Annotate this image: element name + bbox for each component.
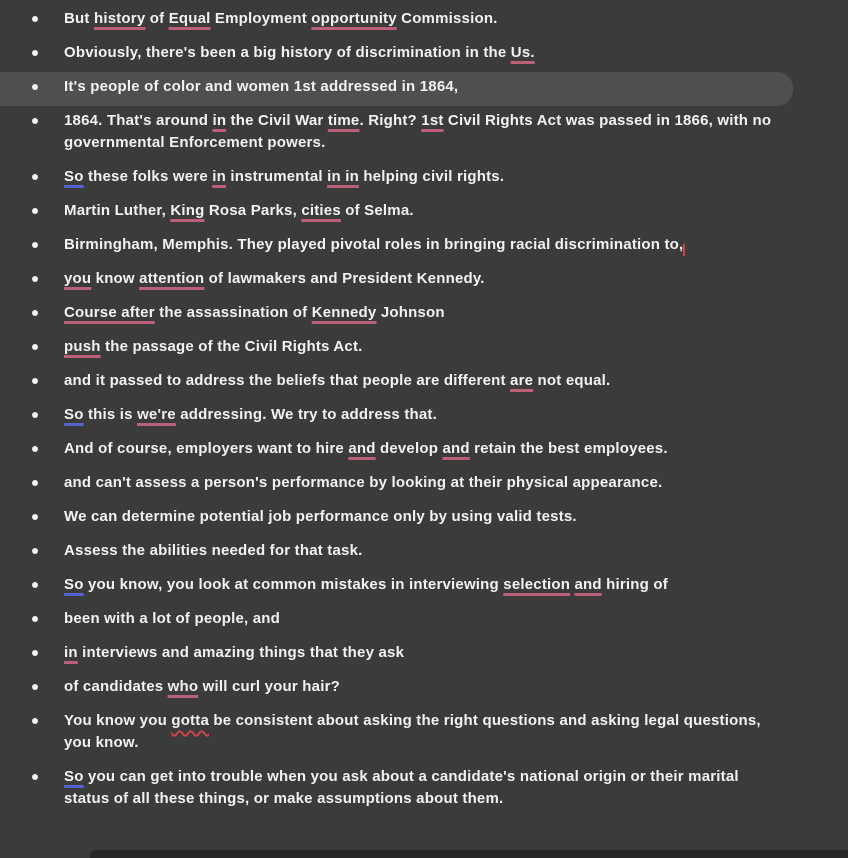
transcript-bullet[interactable] <box>0 400 848 434</box>
transcript-bullet[interactable] <box>0 366 848 400</box>
transcript-bullet[interactable] <box>0 196 848 230</box>
bullet-text: 1864. That's around in the Civil War time. Right? 1st Civil Rights Act was passed in 1866, with no governmental Enforcement powers. <box>64 112 772 151</box>
bullet-text: been with a lot of people, and <box>64 610 281 627</box>
bullet-text: So you can get into trouble when you ask about a candidate's national origin or their marital status of all these things, or make assumptions about them. <box>64 768 739 807</box>
transcript-bullet[interactable] <box>0 536 848 570</box>
transcript-bullet[interactable] <box>0 332 848 366</box>
bullet-text: It's people of color and women 1st addressed in 1864, <box>64 78 459 95</box>
bullet-text: So these folks were in instrumental in in helping civil rights. <box>64 168 505 185</box>
bullet-text: Birmingham, Memphis. They played pivotal roles in bringing racial discrimination to, <box>64 236 685 253</box>
bullet-icon <box>32 208 38 214</box>
transcript-bullet[interactable] <box>0 72 793 106</box>
bullet-icon <box>32 548 38 554</box>
bullet-text: Obviously, there's been a big history of discrimination in the Us. <box>64 44 535 61</box>
bullet-icon <box>32 276 38 282</box>
bullet-icon <box>32 242 38 248</box>
transcript-bullet[interactable] <box>0 672 848 706</box>
bullet-icon <box>32 118 38 124</box>
bullet-text: of candidates who will curl your hair? <box>64 678 340 695</box>
bullet-text: And of course, employers want to hire and develop and retain the best employees. <box>64 440 668 457</box>
bullet-icon <box>32 616 38 622</box>
bullet-icon <box>32 446 38 452</box>
bullet-icon <box>32 582 38 588</box>
transcript-bullet[interactable] <box>0 502 848 536</box>
bullet-text: Assess the abilities needed for that task. <box>64 542 363 559</box>
bullet-text: So you know, you look at common mistakes in interviewing selection and hiring of <box>64 576 668 593</box>
bullet-icon <box>32 718 38 724</box>
bullet-text: We can determine potential job performance only by using valid tests. <box>64 508 577 525</box>
bullet-icon <box>32 344 38 350</box>
bullet-icon <box>32 480 38 486</box>
bullet-text: in interviews and amazing things that they ask <box>64 644 405 661</box>
transcript-bullet[interactable] <box>0 762 848 818</box>
bullet-icon <box>32 684 38 690</box>
transcript-bullet[interactable] <box>0 434 848 468</box>
transcript-bullet[interactable] <box>0 38 848 72</box>
bullet-icon <box>32 774 38 780</box>
transcript-bullet[interactable] <box>0 570 848 604</box>
bullet-icon <box>32 412 38 418</box>
bullet-icon <box>32 16 38 22</box>
transcript-bullet[interactable] <box>0 604 848 638</box>
bullet-text: Course after the assassination of Kennedy Johnson <box>64 304 445 321</box>
transcript-bullet[interactable] <box>0 162 848 196</box>
transcript-bullet[interactable] <box>0 706 848 762</box>
bullet-icon <box>32 514 38 520</box>
transcript-bullet[interactable] <box>0 638 848 672</box>
bullet-text: and can't assess a person's performance by looking at their physical appearance. <box>64 474 663 491</box>
bullet-icon <box>32 84 38 90</box>
bullet-text: and it passed to address the beliefs that people are different are not equal. <box>64 372 611 389</box>
transcript-bullet[interactable] <box>0 4 848 38</box>
bullet-icon <box>32 378 38 384</box>
bullet-text: push the passage of the Civil Rights Act. <box>64 338 363 355</box>
bullet-text: So this is we're addressing. We try to address that. <box>64 406 437 423</box>
transcript-bullet[interactable] <box>0 298 848 332</box>
transcript-bullet[interactable] <box>0 230 848 264</box>
bullet-text: You know you gotta be consistent about asking the right questions and asking legal questions, you know. <box>64 712 761 751</box>
text-cursor <box>683 244 685 256</box>
bullet-text: Martin Luther, King Rosa Parks, cities of Selma. <box>64 202 414 219</box>
bullet-icon <box>32 650 38 656</box>
transcript-bullet[interactable] <box>0 264 848 298</box>
bottom-panel-edge <box>90 850 848 858</box>
bullet-text: But history of Equal Employment opportunity Commission. <box>64 10 498 27</box>
transcript-bullet[interactable] <box>0 106 848 162</box>
bullet-icon <box>32 50 38 56</box>
transcript-bullet[interactable] <box>0 468 848 502</box>
bullet-text: you know attention of lawmakers and President Kennedy. <box>64 270 485 287</box>
bullet-icon <box>32 174 38 180</box>
bullet-icon <box>32 310 38 316</box>
